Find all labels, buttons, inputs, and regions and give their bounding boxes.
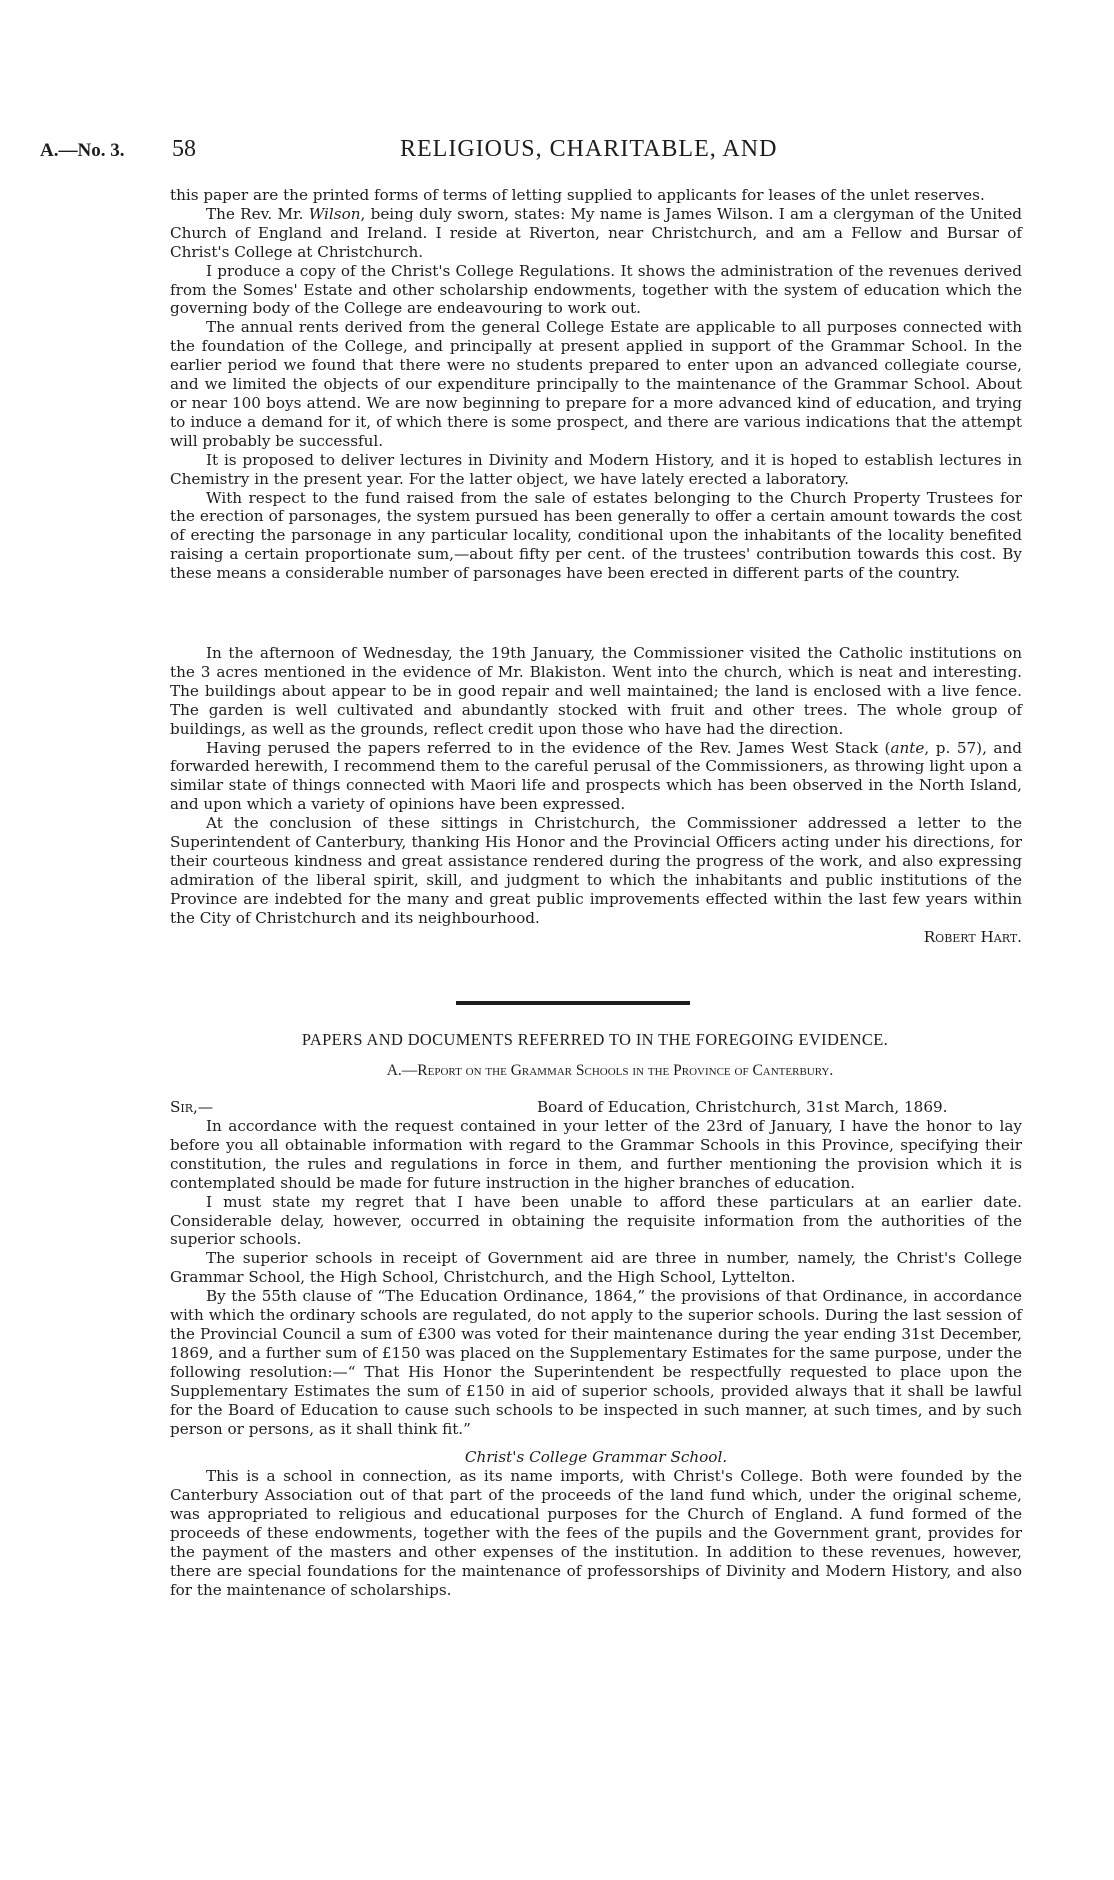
dateline: Board of Education, Christchurch, 31st March, 1869. (537, 1098, 948, 1116)
paragraph: I produce a copy of the Christ's College Regulations. It shows the administration of the revenues derived from the Somes' Estate and other scholarship endowments, together with the system of education which the governing body of the College are endeavouring to work out. (170, 261, 1022, 318)
commissioner-section (170, 644, 1022, 947)
paragraph: By the 55th clause of “The Education Ordinance, 1864,” the provisions of that Ordinance, in accordance with which the ordinary schools are regulated, do not apply to the superior schools. During the last session of the Provincial Council a sum of £300 was voted for their maintenance during the year ending 31st December, 1869, and a further sum of £150 was placed on the Supplementary Estimates for the same purpose, under the following resolution:—“ That His Honor the Superintendent be respectfully requested to place upon the Supplementary Estimates the sum of £150 in aid of superior schools, provided always that it shall be lawful for the Board of Education to cause such schools to be inspected in such manner, at such times, and by such person or persons, as it shall think fit.” (170, 1287, 1022, 1438)
paragraph: Having perused the papers referred to in the evidence of the Rev. James West Stack (ante, p. 57), and forwarded herewith, I recommend them to the careful perusal of the Commissioners, as throwing light upon a similar state of things connected with Maori life and prospects which has been observed in the North Island, and upon which a variety of opinions have been expressed. (170, 738, 1022, 814)
paragraph: At the conclusion of these sittings in Christchurch, the Commissioner addressed a letter to the Superintendent of Canterbury, thanking His Honor and the Provincial Officers acting under his directions, for their courteous kindness and great assistance rendered during the progress of the work, and also expressing admiration of the liberal spirit, skill, and judgment to which the inhabitants and public institutions of the Province are indebted for the many and great public improvements effected within the last few years within the City of Christchurch and its neighbourhood. (170, 814, 1022, 927)
italic-reference: ante (890, 738, 925, 757)
running-title: RELIGIOUS, CHARITABLE, AND (400, 136, 778, 162)
paragraph: It is proposed to deliver lectures in Divinity and Modern History, and it is hoped to establish lectures in Chemistry in the present year. For the latter object, we have lately erected a laboratory. (170, 450, 1022, 488)
report-heading: A.—Report on the Grammar Schools in the Province of Canterbury. (386, 1062, 834, 1079)
report-section (170, 1098, 1022, 1600)
paragraph: This is a school in connection, as its name imports, with Christ's College. Both were founded by the Canterbury Association out of that part of the proceeds of the land fund which, under the original scheme, was appropriated to religious and educational purposes for the Church of England. A fund formed of the proceeds of these endowments, together with the fees of the pupils and the Government grant, provides for the payment of the masters and other expenses of the institution. In addition to these revenues, however, there are special foundations for the maintenance of professorships of Divinity and Modern History, and also for the maintenance of scholarships. (170, 1467, 1022, 1599)
school-subtitle: Christ's College Grammar School. (464, 1448, 728, 1467)
letter-opening (170, 1098, 1022, 1117)
salutation: Sir,— (170, 1098, 214, 1116)
paragraph: The annual rents derived from the general College Estate are applicable to all purposes connected with the foundation of the College, and principally at present applied in support of the Grammar School. In the earlier period we found that there were no students prepared to enter upon an advanced collegiate course, and we limited the objects of our expenditure principally to the maintenance of the Grammar School. About or near 100 boys attend. We are now beginning to prepare for a more advanced kind of education, and trying to induce a demand for it, of which there is some prospect, and there are various indications that the attempt will probably be successful. (170, 318, 1022, 450)
paragraph: this paper are the printed forms of terms of letting supplied to applicants for leases of the unlet reserves. (170, 186, 985, 204)
section-heading: PAPERS AND DOCUMENTS REFERRED TO IN THE FOREGOING EVIDENCE. (301, 1030, 889, 1049)
paragraph: The Rev. Mr. Wilson, being duly sworn, states: My name is James Wilson. I am a clergyman of the United Church of England and Ireland. I reside at Riverton, near Christchurch, and am a Fellow and Bursar of Christ's College at Christchurch. (170, 204, 1022, 261)
paragraph: In the afternoon of Wednesday, the 19th January, the Commissioner visited the Catholic institutions on the 3 acres mentioned in the evidence of Mr. Blakiston. Went into the church, which is neat and interesting. The buildings about appear to be in good repair and well maintained; the land is enclosed with a live fence. The garden is well cultivated and abundantly stocked with fruit and other trees. The whole group of buildings, as well as the grounds, reflect credit upon those who have had the direction. (170, 644, 1022, 738)
page-number: 58 (172, 136, 196, 162)
witness-name: Wilson (308, 204, 361, 223)
paragraph: In accordance with the request contained in your letter of the 23rd of January, I have the honor to lay before you all obtainable information with regard to the Grammar Schools in this Province, specifying their constitution, the rules and regulations in force in them, and further mentioning the provision which it is contemplated should be made for future instruction in the higher branches of education. (170, 1117, 1022, 1192)
paragraph: The superior schools in receipt of Government aid are three in number, namely, the Christ's College Grammar School, the High School, Christchurch, and the High School, Lyttelton. (170, 1249, 1022, 1287)
evidence-section (170, 186, 1022, 583)
document-reference: A.—No. 3. (40, 140, 125, 161)
page-header (40, 136, 1080, 176)
section-divider (456, 1001, 690, 1005)
paragraph: With respect to the fund raised from the sale of estates belonging to the Church Property Trustees for the erection of parsonages, the system pursued has been generally to offer a certain amount towards the cost of erecting the parsonage in any particular locality, conditional upon the inhabitants of the locality benefited raising a certain proportionate sum,—about fifty per cent. of the trustees' contribution towards this cost. By these means a considerable number of parsonages have been erected in different parts of the country. (170, 488, 1022, 583)
paragraph: I must state my regret that I have been unable to afford these particulars at an earlier date. Considerable delay, however, occurred in obtaining the requisite information from the authorities of the superior schools. (170, 1192, 1022, 1249)
signature: Robert Hart. (923, 927, 1022, 946)
